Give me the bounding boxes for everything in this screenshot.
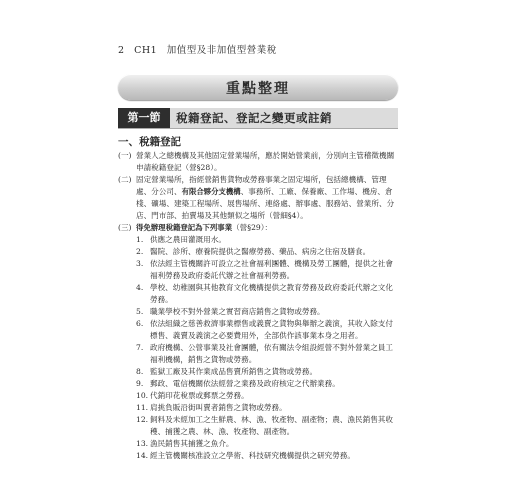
- item-text: 依法組織之慈善救濟事業標售或義賣之貨物與舉辦之義演，其收入除支付標售、義賣及義演之必要費用外，全部供作該事業本身之用者。: [150, 319, 393, 340]
- item-text: 監獄工廠及其作業成品售賣所銷售之貨物或勞務。: [150, 367, 318, 376]
- list-item: [118, 234, 400, 246]
- section-title: 一、稅籍登記: [118, 136, 181, 148]
- item-text: 學校、幼稚園與其他教育文化機構提供之教育勞務及政府委託代辦之文化勞務。: [150, 283, 393, 304]
- item-number: 13.: [136, 439, 149, 448]
- item-number: 3.: [136, 259, 144, 268]
- list-item: [118, 366, 400, 378]
- item-number: 8.: [136, 367, 144, 376]
- paragraph-item: [118, 174, 400, 222]
- list-item: [118, 390, 400, 402]
- page-header: [118, 42, 283, 56]
- item-text: （營§29）：: [232, 223, 273, 232]
- item-number: 2.: [136, 247, 144, 256]
- item-text: 固定營業場所，指經營銷售貨物或勞務事業之固定場所，包括總機構、管理處、分公司、: [136, 175, 387, 196]
- item-text: 飼料及未經加工之生鮮農、林、漁、牧產物、副產物；農、漁民銷售其收穫、捕獲之農、林、漁、牧產物、副產物。: [150, 415, 393, 436]
- list-item: [118, 402, 400, 414]
- item-number: 7.: [136, 343, 144, 352]
- item-number: 10.: [136, 391, 149, 400]
- item-text: 代銷印花稅票或郵票之勞務。: [150, 391, 249, 400]
- item-text: 郵政、電信機關依法經營之業務及政府核定之代辦業務。: [150, 379, 340, 388]
- item-text: 營業人之總機構及其他固定營業場所，應於開始營業前，分別向主管稽徵機關申請稅籍登記（營§28）。: [136, 151, 395, 172]
- list-item: [118, 438, 400, 450]
- list-item: [118, 450, 400, 462]
- item-text: 經主管機關核准設立之學術、科技研究機構提供之研究勞務。: [150, 451, 356, 460]
- list-item: [118, 414, 400, 438]
- list-item: [118, 378, 400, 390]
- item-text: 肩挑負販沿街叫賣者銷售之貨物或勞務。: [150, 403, 287, 412]
- list-item: [118, 306, 400, 318]
- summary-banner: [118, 74, 398, 100]
- chapter-title: 加值型及非加值型營業稅: [166, 45, 277, 56]
- item-text: 、事務所、工廠、保養廠、工作場、機房、倉棧、礦場、建築工程場所、展售場所、連絡處、辦事處、服務站、營業所、分店、門市部、拍賣場及其他類似之場所（營細§4）。: [136, 187, 395, 220]
- part-title: 稅籍登記、登記之變更或註銷: [176, 111, 332, 125]
- item-number: 11.: [136, 403, 149, 412]
- item-text: 依法經主管機關許可設立之社會福利團體、機構及勞工團體，提供之社會福利勞務及政府委託代辦之社會福利勞務。: [150, 259, 393, 280]
- item-number: 14.: [136, 451, 149, 460]
- list-item: [118, 342, 400, 366]
- summary-title: 重點整理: [226, 81, 290, 97]
- item-text: 漁民銷售其捕獲之魚介。: [150, 439, 234, 448]
- item-text: 職業學校不對外營業之實習商店銷售之貨物或勞務。: [150, 307, 325, 316]
- item-bold-text: 得免辦理稅籍登記為下列事業: [136, 223, 233, 232]
- item-number: 5.: [136, 307, 144, 316]
- item-text: 政府機構、公營事業及社會團體，依有關法令組設經營不對外營業之員工福利機構，銷售之貨物或勞務。: [150, 343, 393, 364]
- item-bold-text: 有限合夥分支機構: [181, 187, 241, 196]
- part-tag: 第一節: [118, 108, 170, 128]
- item-number: (一): [118, 151, 132, 160]
- item-number: (二): [118, 175, 132, 184]
- item-text: 供應之農田灌溉用水。: [150, 235, 226, 244]
- item-number: (三): [118, 223, 132, 232]
- item-number: 12.: [136, 415, 149, 424]
- item-number: 9.: [136, 379, 144, 388]
- list-item: [118, 282, 400, 306]
- content-body: [118, 150, 400, 462]
- item-number: 1.: [136, 235, 144, 244]
- paragraph-item: [118, 222, 400, 234]
- paragraph-item: [118, 150, 400, 174]
- part-heading-bar: [118, 108, 398, 129]
- list-item: [118, 258, 400, 282]
- chapter-label: CH1: [134, 45, 158, 56]
- item-number: 4.: [136, 283, 144, 292]
- list-item: [118, 318, 400, 342]
- list-item: [118, 246, 400, 258]
- item-number: 6.: [136, 319, 144, 328]
- page-number: 2: [118, 45, 125, 56]
- item-text: 醫院、診所、療養院提供之醫療勞務、藥品、病房之住宿及膳食。: [150, 247, 371, 256]
